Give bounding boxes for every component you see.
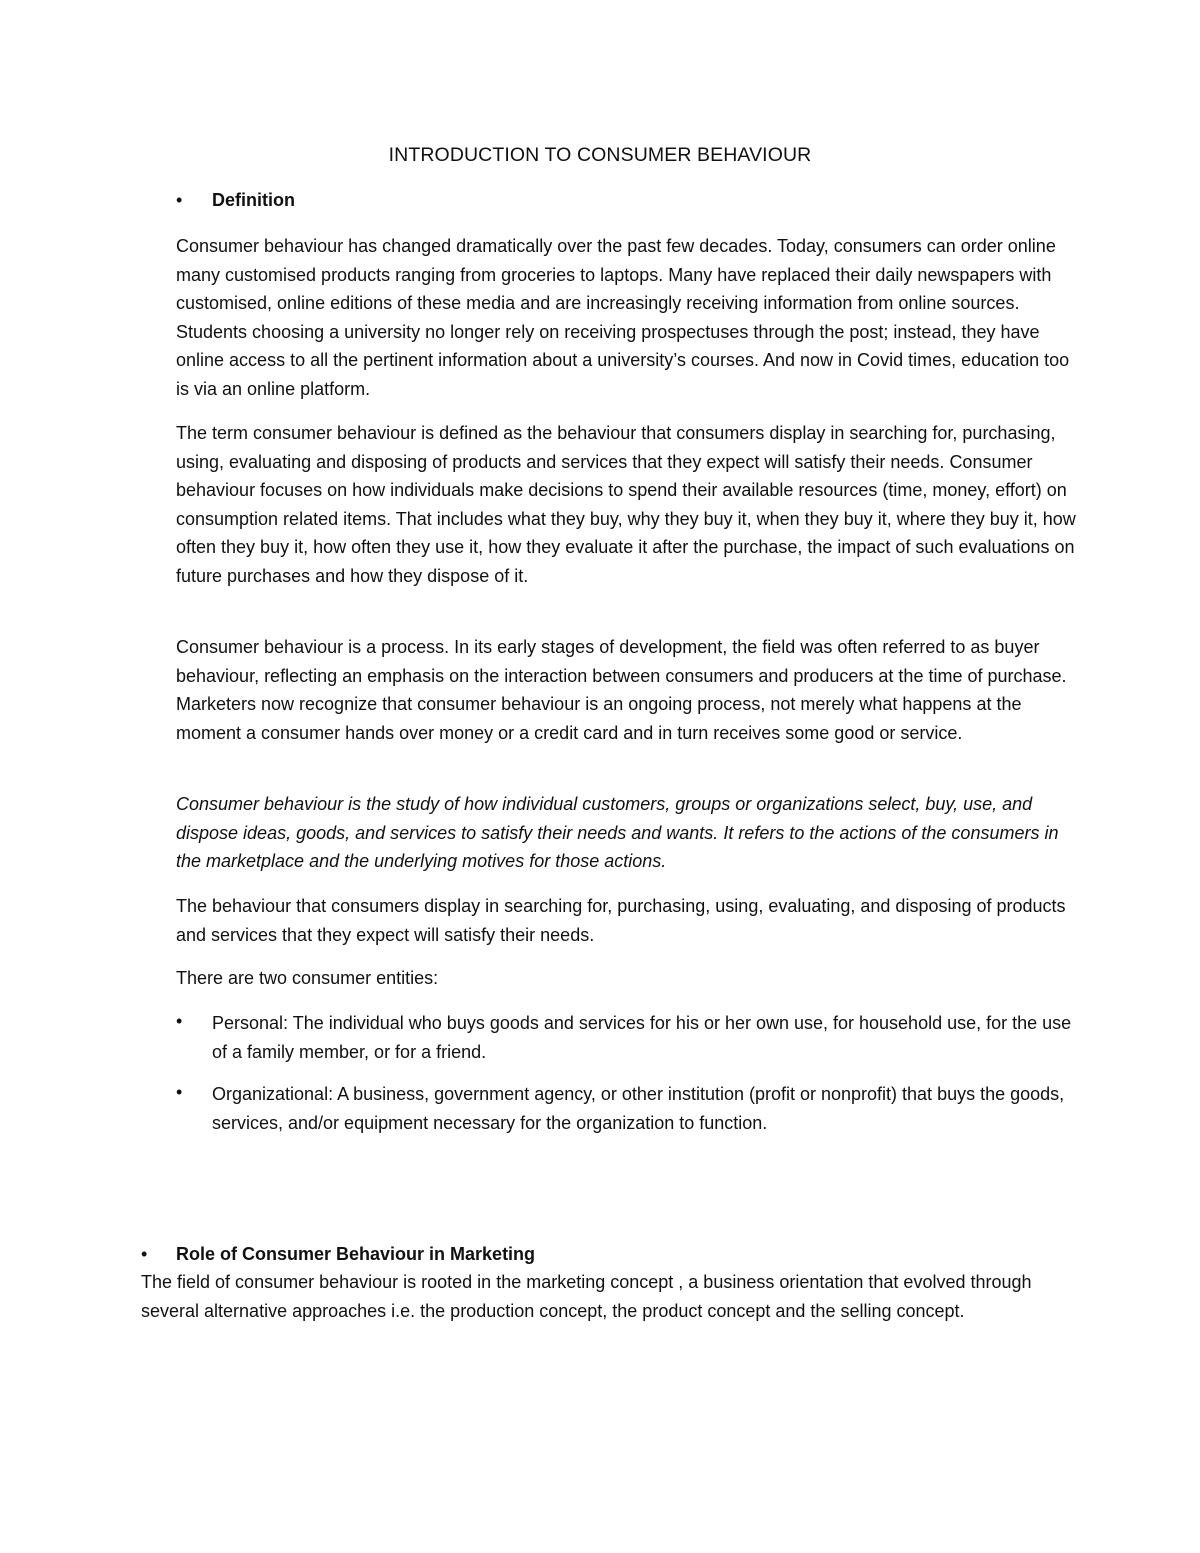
bullet-icon: • xyxy=(176,190,183,210)
paragraph-process: Consumer behaviour is a process. In its early stages of development, the field was often referred to as buyer behaviour, reflecting an emphasis on the interaction between consumers and producers at the time of purchase. Marketers now recognize that consumer behaviour is an ongoing process, not merely what happens at the moment a consumer hands over money or a credit card and in turn receives some good or service. xyxy=(176,637,1067,743)
paragraph-behaviour-display: The behaviour that consumers display in searching for, purchasing, using, evaluating, and disposing of products and services that they expect will satisfy their needs. xyxy=(176,896,1066,945)
list-item-personal: Personal: The individual who buys goods and services for his or her own use, for household use, for the use of a family member, or for a friend. xyxy=(212,1013,1072,1062)
bullet-icon: • xyxy=(176,1011,183,1031)
paragraph-study-definition: Consumer behaviour is the study of how individual customers, groups or organizations select, buy, use, and dispose ideas, goods, and services to satisfy their needs and wants. It refers to the actions of the consumers in the marketplace and the underlying motives for those actions. xyxy=(176,794,1059,871)
paragraph-role: The field of consumer behaviour is rooted in the marketing concept , a business orientation that evolved through several alternative approaches i.e. the production concept, the product concept and the selling concept. xyxy=(141,1272,1032,1321)
role-heading: Role of Consumer Behaviour in Marketing xyxy=(176,1244,536,1264)
paragraph-intro: Consumer behaviour has changed dramatically over the past few decades. Today, consumers can order online many customised products ranging from groceries to laptops. Many have replaced their daily newspapers with customised, online editions of these media and are increasingly receiving information from online sources. Students choosing a university no longer rely on receiving prospectuses through the post; instead, they have online access to all the pertinent information about a university’s courses. And now in Covid times, education too is via an online platform. xyxy=(176,236,1070,399)
bullet-icon: • xyxy=(141,1244,148,1264)
paragraph-entities-intro: There are two consumer entities: xyxy=(176,968,439,988)
page-title: INTRODUCTION TO CONSUMER BEHAVIOUR xyxy=(388,144,812,166)
definition-heading: Definition xyxy=(212,190,295,210)
bullet-icon: • xyxy=(176,1082,183,1102)
paragraph-definition: The term consumer behaviour is defined as the behaviour that consumers display in searching for, purchasing, using, evaluating and disposing of products and services that they expect will satisfy their needs. Consumer behaviour focuses on how individuals make decisions to spend their available resources (time, money, effort) on consumption related items. That includes what they buy, why they buy it, when they buy it, where they buy it, how often they buy it, how often they use it, how they evaluate it after the purchase, the impact of such evaluations on future purchases and how they dispose of it. xyxy=(176,423,1076,586)
list-item-organizational: Organizational: A business, government agency, or other institution (profit or nonprofit) that buys the goods, services, and/or equipment necessary for the organization to function. xyxy=(212,1084,1065,1133)
